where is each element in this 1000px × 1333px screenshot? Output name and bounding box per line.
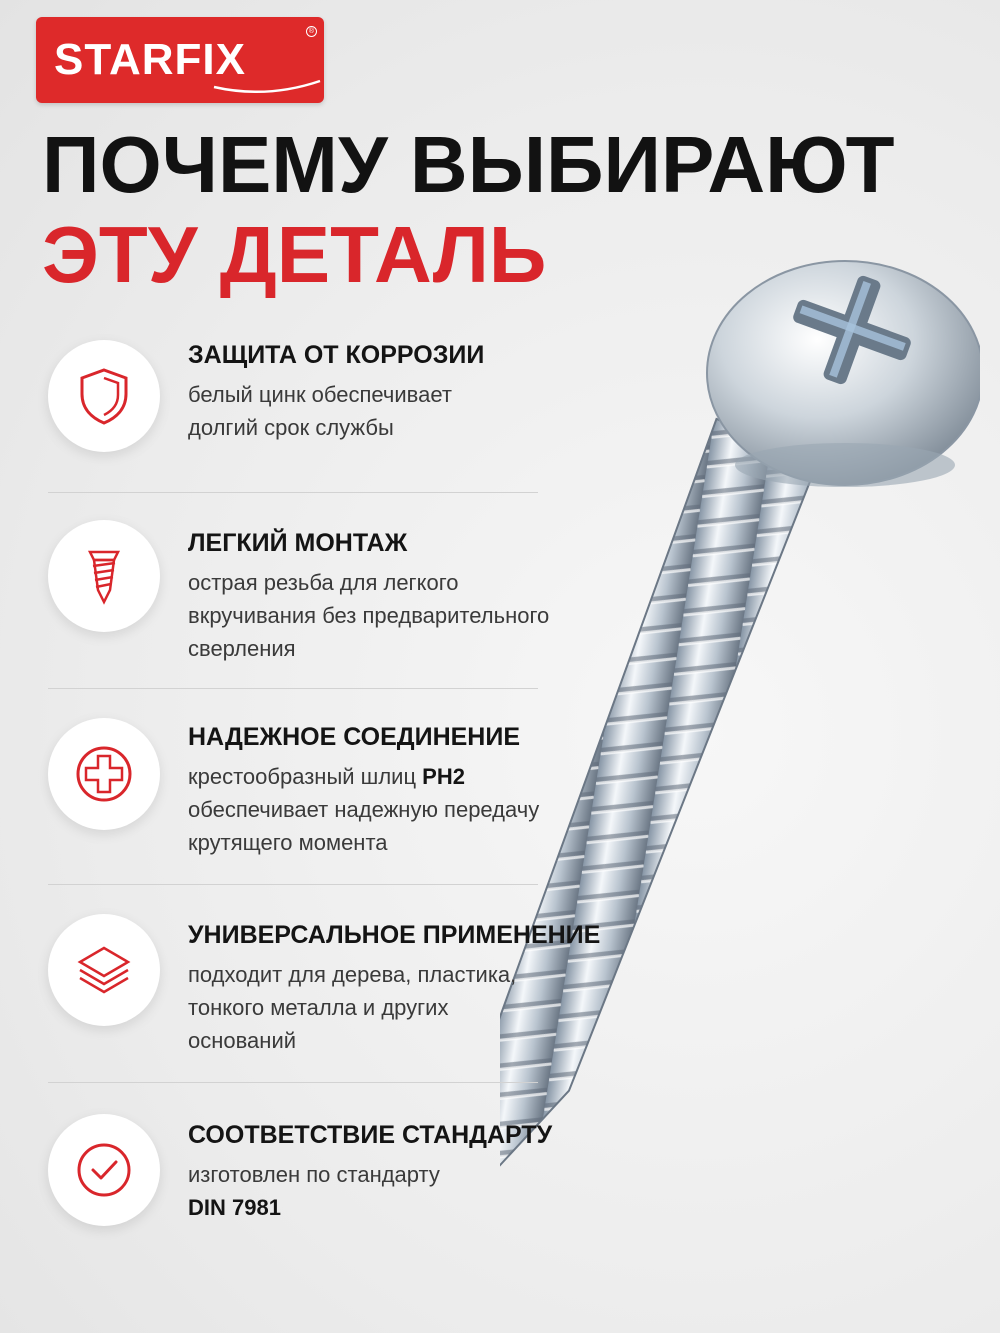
desc-line: тонкого металла и других <box>188 995 449 1020</box>
logo-swoosh-icon <box>212 77 322 99</box>
desc-line: сверления <box>188 636 296 661</box>
feature-title: УНИВЕРСАЛЬНОЕ ПРИМЕНЕНИЕ <box>188 921 601 949</box>
feature-title: ЗАЩИТА ОТ КОРРОЗИИ <box>188 341 485 369</box>
divider <box>48 492 538 493</box>
divider <box>48 884 538 885</box>
desc-bold-text: PH2 <box>422 764 465 789</box>
desc-line: крутящего момента <box>188 830 388 855</box>
desc-line <box>188 1191 588 1224</box>
desc-line: долгий срок службы <box>188 415 394 440</box>
registered-mark: ® <box>306 26 317 37</box>
divider <box>48 1082 538 1083</box>
screw-icon <box>48 520 160 632</box>
feature-title: СООТВЕТСТВИЕ СТАНДАРТУ <box>188 1121 553 1149</box>
feature-corrosion <box>48 340 568 460</box>
feature-universal-use <box>48 920 601 1060</box>
feature-description <box>188 378 588 444</box>
standard-code: DIN 7981 <box>188 1195 281 1220</box>
feature-description <box>188 958 588 1057</box>
checkmark-icon <box>48 1114 160 1226</box>
brand-name: STARFIX <box>54 35 246 84</box>
feature-standard <box>48 1120 568 1240</box>
feature-description <box>188 566 588 665</box>
desc-line: вкручивания без предварительного <box>188 603 550 628</box>
divider <box>48 688 538 689</box>
desc-line <box>188 760 588 793</box>
feature-description <box>188 760 588 859</box>
desc-line: подходит для дерева, пластика, <box>188 962 517 987</box>
desc-line: изготовлен по стандарту <box>188 1162 440 1187</box>
page-title-line-1: ПОЧЕМУ ВЫБИРАЮТ <box>42 120 895 209</box>
feature-reliable-connection <box>48 722 568 862</box>
desc-line: острая резьба для легкого <box>188 570 459 595</box>
layers-icon <box>48 914 160 1026</box>
feature-title: НАДЕЖНОЕ СОЕДИНЕНИЕ <box>188 723 520 751</box>
page-title-line-2: ЭТУ ДЕТАЛЬ <box>42 210 547 299</box>
feature-description <box>188 1158 588 1224</box>
desc-line: оснований <box>188 1028 297 1053</box>
starfix-logo <box>36 17 324 103</box>
desc-line: обеспечивает надежную передачу <box>188 797 540 822</box>
desc-line: белый цинк обеспечивает <box>188 382 452 407</box>
desc-text: крестообразный шлиц <box>188 764 423 789</box>
shield-icon <box>48 340 160 452</box>
feature-title: ЛЕГКИЙ МОНТАЖ <box>188 529 408 557</box>
phillips-cross-icon <box>48 718 160 830</box>
feature-easy-install <box>48 528 568 668</box>
